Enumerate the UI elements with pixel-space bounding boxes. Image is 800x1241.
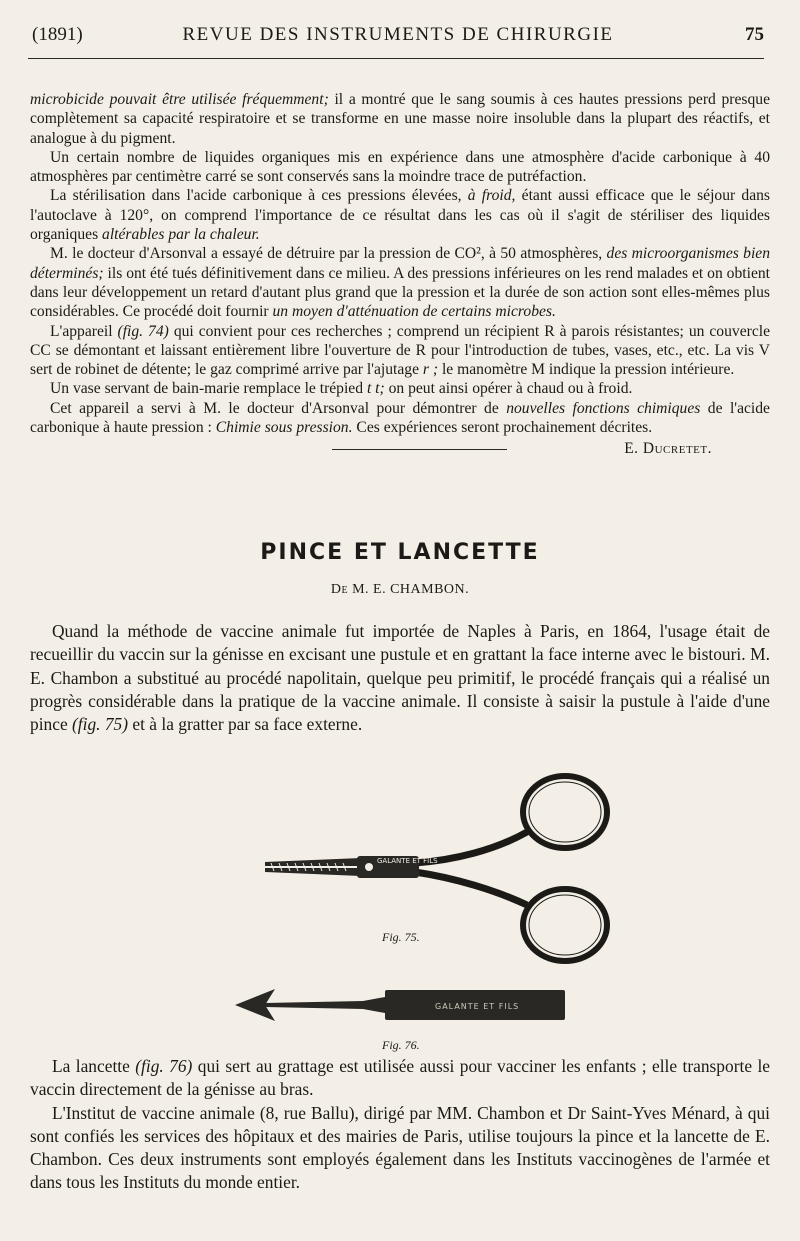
italic-text: altérables par la chaleur. <box>102 226 260 244</box>
paragraph <box>30 620 770 736</box>
header-year: (1891) <box>32 24 83 45</box>
article-title: PINCE ET LANCETTE <box>260 540 540 565</box>
byline-author: M. E. CHAMBON. <box>352 582 470 597</box>
paragraph <box>30 244 770 321</box>
text: le manomètre M indique la pression intérieure. <box>438 361 735 379</box>
text: La stérilisation dans l'acide carbonique à ces pressions élevées, <box>50 187 468 205</box>
running-head <box>32 20 764 54</box>
italic-text: un moyen d'atténuation de certains microbes. <box>272 303 556 321</box>
text: La lancette <box>52 1056 136 1076</box>
byline-prefix: De <box>330 582 349 597</box>
text: et à la gratter par sa face externe. <box>128 714 363 735</box>
header-rule <box>28 58 764 59</box>
text: on peut ainsi opérer à chaud ou à froid. <box>384 380 633 398</box>
forceps-pivot <box>365 863 373 871</box>
fig-75-forceps-illustration <box>265 760 625 975</box>
forceps-engraving: GALANTE ET FILS <box>377 857 438 865</box>
forceps-upper-ring <box>523 776 607 848</box>
italic-text: nouvelles fonctions chimiques <box>506 399 701 417</box>
text: qui convient pour ces recherches ; comprend un récipient R à parois résistantes; un couvercle CC se démontant et laissant entièrement libre l'ouverture de R pour l'introduction de tubes, vases, etc., etc. La vis V sert de robinet de détente; le gaz comprimé arrive par l'ajutage <box>30 322 770 379</box>
article-intro <box>30 620 770 736</box>
signature-rule <box>332 449 507 450</box>
previous-article-body <box>30 90 770 461</box>
italic-text: Chimie sous pression. <box>215 419 353 437</box>
paragraph <box>30 379 770 398</box>
italic-text: à froid, <box>467 187 516 205</box>
article-body <box>30 1055 770 1195</box>
page-number: 75 <box>745 24 764 45</box>
forceps-lower-ring <box>523 889 607 961</box>
paragraph <box>30 399 770 438</box>
fig-76-caption: Fig. 76. <box>382 1038 420 1052</box>
text: Cet appareil a servi à M. le docteur d'Arsonval pour démontrer de <box>50 399 507 417</box>
paragraph <box>30 322 770 380</box>
lancet-shaft <box>265 997 385 1013</box>
bleed-through-text <box>620 780 770 794</box>
signature-line <box>30 437 770 461</box>
fig-75-caption: Fig. 75. <box>382 930 420 944</box>
forceps-upper-ring-inner <box>529 782 601 842</box>
journal-title: REVUE DES INSTRUMENTS DE CHIRURGIE <box>182 24 614 45</box>
text: Ces expériences seront prochainement décrites. <box>352 419 653 437</box>
text: qui sert au grattage est utilisée aussi pour vacciner les enfants ; elle transporte le vaccin directement de la génisse au bras. <box>30 1056 771 1100</box>
lancet-engraving: GALANTE ET FILS <box>435 1002 520 1011</box>
italic-text: t t; <box>366 380 385 398</box>
forceps-lower-ring-inner <box>529 895 601 955</box>
italic-text: (fig. 75) <box>72 714 129 735</box>
text: L'appareil <box>50 322 118 340</box>
text: Un certain nombre de liquides organiques mis en expérience dans une atmosphère d'acide carbonique à 40 atmosphères par centimètre carré se sont conservés sans la moindre trace de putréfaction. <box>30 148 770 186</box>
signature-initial: E. <box>624 440 643 458</box>
text: il a montré que le sang soumis à ces hautes pressions perd presque complètement sa capacité respiratoire et se transforme en une masse noire insoluble dans la plupart des réactifs, et analogue à du pigment. <box>30 91 770 147</box>
paragraph <box>30 1102 770 1195</box>
text: ils ont été tués définitivement dans ce milieu. A des pressions inférieures on les rend malades et on obtient dans leur développement un retard d'autant plus grand que la pression et la durée de son action sont elles-mêmes plus considérables. Ce procédé doit fournir <box>30 264 770 321</box>
signature-name: Ducretet. <box>642 440 712 458</box>
fig-76-lancet-illustration <box>235 985 570 1025</box>
italic-text: microbicide pouvait être utilisée fréquemment; <box>30 91 329 108</box>
italic-text: r ; <box>422 361 439 379</box>
italic-text: (fig. 74) <box>117 322 169 340</box>
text: étant aussi efficace que le séjour dans l'autoclave à 120°, on comprend l'importance de ce résultat dans les cas où il s'agit de stériliser des liquides organiques <box>30 187 770 244</box>
paragraph <box>30 186 770 244</box>
forceps-lower-shank <box>415 872 527 905</box>
text: Un vase servant de bain-marie remplace le trépied <box>50 380 367 398</box>
author-signature <box>624 439 712 458</box>
paragraph <box>30 148 770 187</box>
paragraph <box>30 90 770 148</box>
text: L'Institut de vaccine animale (8, rue Ballu), dirigé par MM. Chambon et Dr Saint-Yves Ménard, à qui sont confiés les services des hôpitaux et des mairies de Paris, utilise toujours la pince et la lancette de E. Chambon. Ces deux instruments sont employés également dans les Instituts vaccinogènes de l'armée et dans tous les Instituts du monde entier. <box>30 1102 770 1193</box>
article-byline <box>0 582 800 598</box>
italic-text: (fig. 76) <box>135 1056 193 1076</box>
text: Quand la méthode de vaccine animale fut importée de Naples à Paris, en 1864, l'usage était de recueillir du vaccin sur la génisse en excisant une pustule et en grattant la face interne avec le bistouri. M. E. Chambon a substitué au procédé napolitain, quelque peu primitif, le procédé français qui a réalisé un progrès considérable dans la pratique de la vaccine animale. Il consiste à saisir la pustule à l'aide d'une pince <box>30 621 770 735</box>
text: de l'acide carbonique à haute pression : <box>30 399 770 437</box>
paragraph <box>30 1055 770 1102</box>
italic-text: des microorganismes bien déterminés; <box>30 245 771 282</box>
text: M. le docteur d'Arsonval a essayé de détruire par la pression de CO², à 50 atmosphères, <box>50 245 607 263</box>
